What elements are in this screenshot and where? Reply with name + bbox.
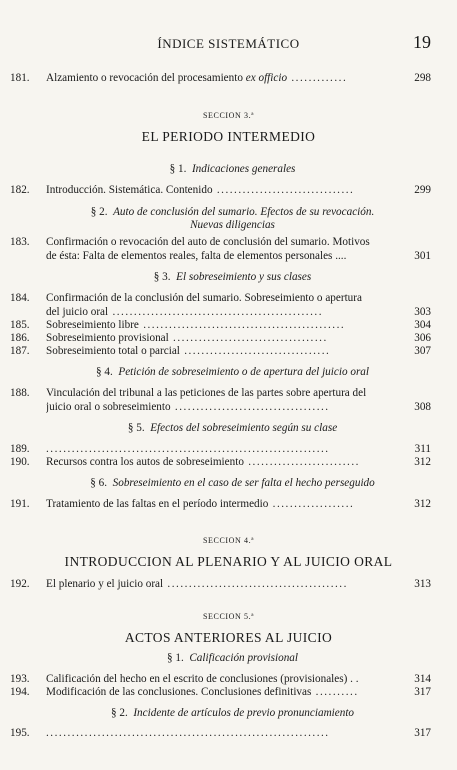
entry-number: 194. — [10, 686, 30, 698]
entry-title: Alzamiento o revocación del procesamiento ex officio ............. — [46, 72, 348, 84]
entry-title: Recursos contra los autos de sobreseimiento .......................... — [46, 456, 360, 468]
subsection-heading: § 2. Incidente de artículos de previo pronunciamiento — [110, 707, 355, 719]
subsection-heading: § 1. Calificación provisional — [166, 652, 299, 664]
entry-page: 298 — [414, 72, 431, 84]
entry-page: 313 — [414, 578, 431, 590]
section-label: SECCION 4.ª — [202, 536, 255, 545]
entry-number: 186. — [10, 332, 30, 344]
entry-title-line2: del juicio oral ................................................. — [46, 306, 323, 318]
entry-title-line1: Confirmación o revocación del auto de conclusión del sumario. Motivos — [46, 236, 370, 248]
page-header — [0, 34, 457, 56]
entry-number: 184. — [10, 292, 30, 304]
entry-page: 317 — [414, 686, 431, 698]
entry-page: 303 — [414, 306, 431, 318]
entry-page: 317 — [414, 727, 431, 739]
entry-number: 182. — [10, 184, 30, 196]
entry-title: El plenario y el juicio oral .......................................... — [46, 578, 348, 590]
entry-title: Calificación del hecho en el escrito de conclusiones (provisionales) . . — [46, 673, 359, 685]
entry-number: 183. — [10, 236, 30, 248]
section-label: SECCION 3.ª — [202, 111, 255, 120]
subsection-heading: § 4. Petición de sobreseimiento o de apertura del juicio oral — [95, 366, 369, 378]
section-label: SECCION 5.ª — [202, 612, 255, 621]
subsection-heading: § 6. Sobreseimiento en el caso de ser falta el hecho perseguido — [90, 477, 375, 489]
entry-page: 299 — [414, 184, 431, 196]
entry-page: 307 — [414, 345, 431, 357]
subsection-heading: § 3. El sobreseimiento y sus clases — [153, 271, 312, 283]
entry-title: Tratamiento de las faltas en el período intermedio ................... — [46, 498, 355, 510]
section-title: INTRODUCCION AL PLENARIO Y AL JUICIO ORAL — [64, 554, 393, 569]
entry-page: 312 — [414, 456, 431, 468]
entry-page: 301 — [414, 250, 431, 262]
entry-number: 188. — [10, 387, 30, 399]
entry-title-line1: Confirmación de la conclusión del sumario. Sobreseimiento o apertura — [46, 292, 362, 304]
entry-page: 306 — [414, 332, 431, 344]
entry-page: 314 — [414, 673, 431, 685]
entry-title: Sobreseimiento provisional .................................... — [46, 332, 328, 344]
entry-title: Introducción. Sistemática. Contenido ................................ — [46, 184, 355, 196]
entry-page: 311 — [414, 443, 431, 455]
entry-number: 193. — [10, 673, 30, 685]
entry-dots: .................................................................. — [46, 727, 330, 739]
entry-number: 181. — [10, 72, 30, 84]
entry-number: 192. — [10, 578, 30, 590]
entry-number: 189. — [10, 443, 30, 455]
entry-number: 185. — [10, 319, 30, 331]
section-title: ACTOS ANTERIORES AL JUICIO — [124, 630, 333, 645]
entry-number: 187. — [10, 345, 30, 357]
entry-title-line2: de ésta: Falta de elementos reales, falta de elementos personales .... — [46, 250, 347, 262]
entry-title-line1: Vinculación del tribunal a las peticiones de las partes sobre apertura del — [46, 387, 367, 399]
entry-title: Sobreseimiento total o parcial .................................. — [46, 345, 331, 357]
entry-number: 191. — [10, 498, 30, 510]
entry-number: 190. — [10, 456, 30, 468]
entry-title: Modificación de las conclusiones. Conclusiones definitivas .......... — [46, 686, 359, 698]
entry-page: 308 — [414, 401, 431, 413]
page-number: 19 — [413, 32, 431, 52]
entry-dots: .................................................................. — [46, 443, 330, 455]
running-title: ÍNDICE SISTEMÁTICO — [157, 36, 300, 51]
entry-title-line2: juicio oral o sobreseimiento .................................... — [46, 401, 330, 413]
subsection-heading: § 1. Indicaciones generales — [169, 163, 296, 175]
entry-number: 195. — [10, 727, 30, 739]
entry-title: Sobreseimiento libre ............................................... — [46, 319, 346, 331]
entry-page: 304 — [414, 319, 431, 331]
subsection-heading: § 2. Auto de conclusión del sumario. Efectos de su revocación. Nuevas diligencias — [90, 206, 375, 231]
section-title: EL PERIODO INTERMEDIO — [141, 129, 316, 144]
subsection-heading: § 5. Efectos del sobreseimiento según su clase — [127, 422, 338, 434]
entry-page: 312 — [414, 498, 431, 510]
